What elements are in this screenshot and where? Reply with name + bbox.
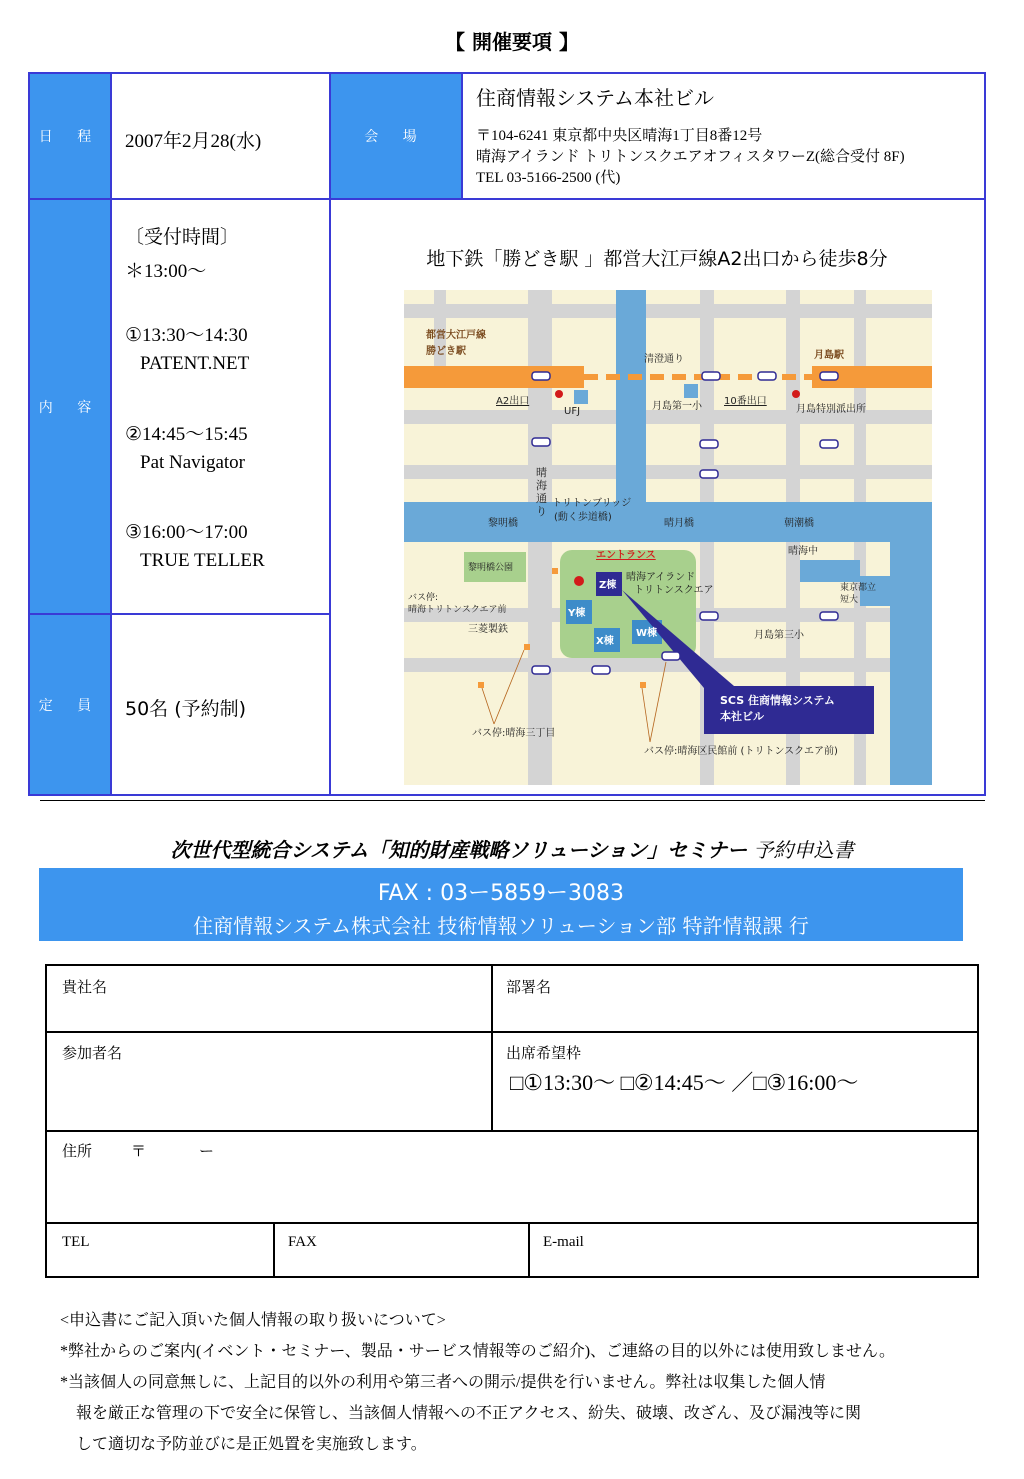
svg-text:勝どき駅: 勝どき駅: [426, 346, 466, 357]
privacy-line-1: *弊社からのご案内(イベント・セミナー、製品・サービス情報等のご紹介)、ご連絡の目的以外には使用致しません。: [60, 1343, 895, 1360]
svg-text:短大: 短大: [840, 595, 859, 605]
date-value: 2007年2月28(水): [125, 131, 262, 152]
venue-address-2: 晴海アイランド トリトンスクエアオフィスタワーZ(総合受付 8F): [476, 149, 905, 165]
svg-text:三菱製鉄: 三菱製鉄: [468, 624, 508, 635]
postal-dash: ー: [199, 1144, 215, 1160]
participant-field[interactable]: 参加者名: [62, 1046, 123, 1062]
seminar-title: 次世代型統合システム「知的財産戦略ソリューション」セミナー 予約申込書: [170, 838, 854, 862]
svg-text:月島第一小: 月島第一小: [652, 401, 702, 412]
divider: [40, 800, 985, 801]
svg-text:バス停:晴海区民館前 (トリトンスクエア前): バス停:晴海区民館前 (トリトンスクエア前): [644, 746, 838, 757]
date-label: 日 程: [30, 74, 110, 198]
page-heading: 【 開催要項 】: [445, 30, 579, 54]
svg-text:黎明橋公園: 黎明橋公園: [468, 563, 514, 573]
svg-text:SCS 住商情報システム: SCS 住商情報システム: [720, 694, 835, 707]
svg-text:A2出口: A2出口: [496, 396, 530, 407]
svg-text:バス停:晴海三丁目: バス停:晴海三丁目: [472, 728, 556, 739]
tel-field[interactable]: TEL: [62, 1234, 90, 1250]
company-field[interactable]: 貴社名: [62, 980, 108, 996]
postal-mark: 〒: [131, 1144, 147, 1160]
division-field[interactable]: 部署名: [506, 980, 552, 996]
svg-text:り: り: [536, 505, 547, 518]
content-label: 内 容: [30, 200, 110, 613]
fax-banner: [39, 868, 963, 941]
fax-field[interactable]: FAX: [288, 1234, 317, 1250]
svg-text:東京都立: 東京都立: [840, 583, 877, 593]
map-label-line: 都営大江戸線: [426, 330, 486, 341]
reception-time: ＊13:00〜: [125, 261, 207, 282]
session-3-time: ③16:00〜17:00: [125, 522, 248, 543]
svg-text:黎明橋: 黎明橋: [488, 518, 518, 529]
privacy-line-4: して適切な予防並びに是正処置を実施致します。: [76, 1436, 427, 1453]
svg-text:本社ビル: 本社ビル: [720, 710, 764, 723]
svg-text:エントランス: エントランス: [596, 550, 656, 561]
session-1-time: ①13:30〜14:30: [125, 325, 248, 346]
svg-text:X棟: X棟: [596, 636, 614, 647]
privacy-notice: [60, 1305, 980, 1460]
venue-tel: TEL 03-5166-2500 (代): [476, 170, 621, 186]
slot-label: 出席希望枠: [506, 1046, 582, 1062]
access-map: [404, 290, 932, 785]
svg-text:清澄通り: 清澄通り: [644, 354, 684, 365]
application-form: [45, 964, 979, 1278]
svg-text:UFJ: UFJ: [564, 406, 581, 417]
svg-text:晴海中: 晴海中: [788, 546, 818, 557]
event-info-table: [28, 72, 986, 796]
directions: 地下鉄「勝どき駅 」都営大江戸線A2出口から徒歩8分: [426, 248, 888, 270]
svg-text:10番出口: 10番出口: [724, 396, 767, 407]
privacy-heading: <申込書にご記入頂いた個人情報の取り扱いについて>: [60, 1312, 446, 1329]
reception-title: 〔受付時間〕: [125, 227, 240, 248]
svg-text:晴海アイランド: 晴海アイランド: [626, 572, 696, 583]
svg-text:バス停:: バス停:: [408, 593, 439, 603]
svg-text:晴海トリトンスクエア前: 晴海トリトンスクエア前: [408, 605, 507, 615]
session-2-time: ②14:45〜15:45: [125, 424, 248, 445]
capacity-value: 50名 (予約制): [125, 698, 247, 720]
svg-text:Y棟: Y棟: [568, 608, 586, 619]
svg-text:月島第三小: 月島第三小: [754, 630, 804, 641]
venue-label: 会 場: [330, 74, 461, 198]
fax-number: FAX : 03ー5859ー3083: [377, 881, 625, 906]
privacy-line-2: *当該個人の同意無しに、上記目的以外の利用や第三者への開示/提供を行いません。弊社は収集した個人情: [60, 1374, 826, 1391]
svg-text:晴: 晴: [536, 466, 547, 479]
session-3-name: TRUE TELLER: [140, 550, 265, 571]
svg-text:トリトンブリッジ: トリトンブリッジ: [552, 498, 632, 509]
venue-address-1: 〒104-6241 東京都中央区晴海1丁目8番12号: [476, 128, 763, 144]
address-field[interactable]: 住所: [62, 1144, 93, 1160]
slot-checkboxes[interactable]: □①13:30〜 □②14:45〜 ／□③16:00〜: [510, 1070, 859, 1095]
svg-text:晴月橋: 晴月橋: [664, 518, 694, 529]
svg-text:月島特別派出所: 月島特別派出所: [796, 404, 866, 415]
fax-recipient: 住商情報システム株式会社 技術情報ソリューション部 特許情報課 行: [193, 914, 809, 938]
svg-text:通: 通: [536, 492, 547, 505]
svg-text:月島駅: 月島駅: [814, 350, 844, 361]
session-2-name: Pat Navigator: [140, 452, 246, 473]
venue-name: 住商情報システム本社ビル: [476, 86, 714, 110]
privacy-line-3: 報を厳正な管理の下で安全に保管し、当該個人情報への不正アクセス、紛失、破壊、改ざん、及び漏洩等に関: [76, 1405, 861, 1422]
session-1-name: PATENT.NET: [140, 353, 250, 374]
svg-text:Z棟: Z棟: [599, 580, 617, 591]
svg-text:海: 海: [536, 479, 547, 492]
svg-text:トリトンスクエア: トリトンスクエア: [634, 585, 714, 596]
svg-text:(動く歩道橋): (動く歩道橋): [554, 512, 612, 523]
svg-text:W棟: W棟: [636, 628, 658, 639]
capacity-label: 定 員: [30, 615, 110, 794]
email-field[interactable]: E-mail: [543, 1234, 584, 1250]
svg-text:朝潮橋: 朝潮橋: [784, 518, 814, 529]
